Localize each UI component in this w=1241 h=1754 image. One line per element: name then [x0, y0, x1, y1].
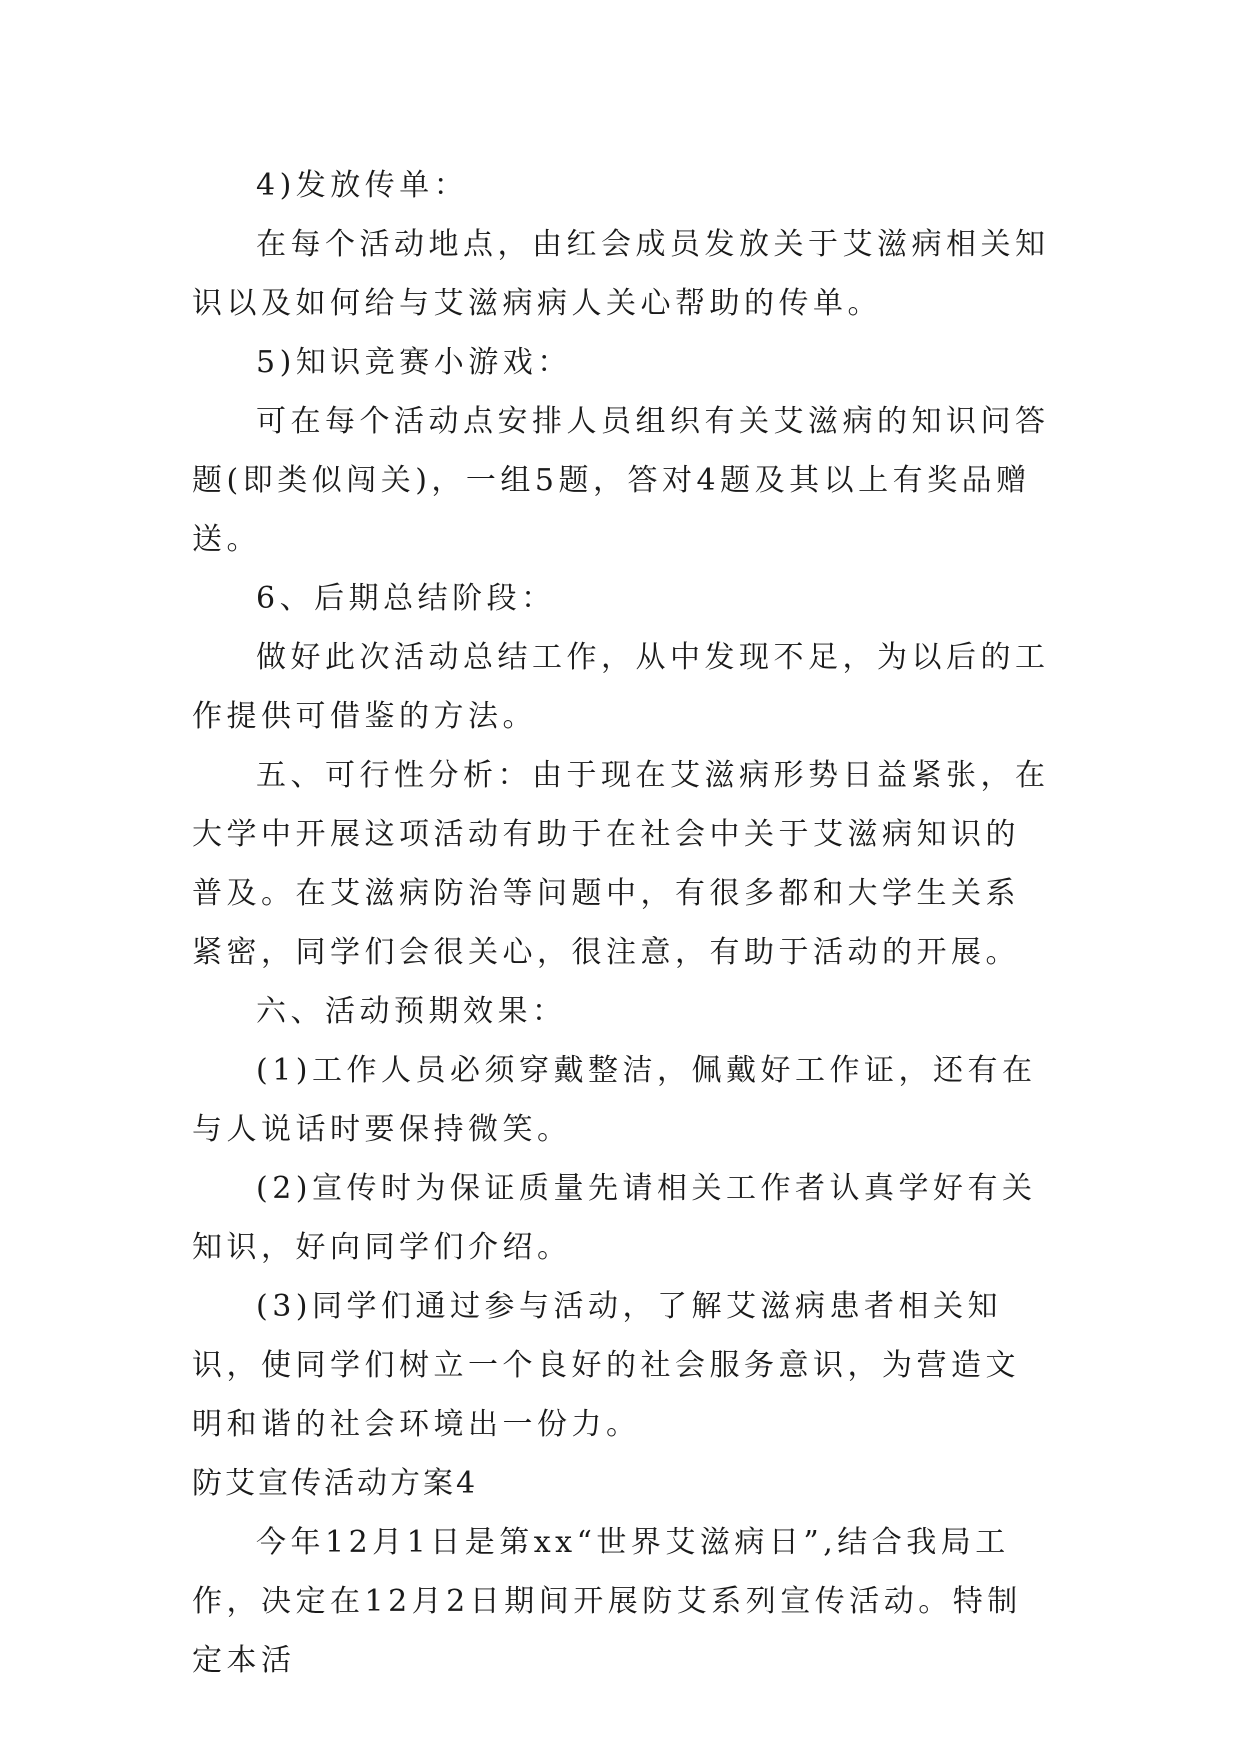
paragraph-quiz-game-heading: 5)知识竞赛小游戏： [256, 345, 572, 380]
paragraph-expected-effects-heading: 六、活动预期效果： [256, 994, 567, 1029]
paragraph-summary-stage-heading: 6、后期总结阶段： [256, 581, 556, 616]
paragraph-expected-effect-2: (2)宣传时为保证质量先请相关工作者认真学好有关知识，好向同学们介绍。 [192, 1171, 1037, 1265]
paragraph-distribute-flyers-heading: 4)发放传单： [256, 168, 469, 203]
paragraph-quiz-game: 可在每个活动点安排人员组织有关艾滋病的知识问答题(即类似闯关)，一组5题，答对4题及其以上有奖品赠送。 [192, 404, 1050, 557]
section-title-plan-4: 防艾宣传活动方案4 [192, 1466, 479, 1501]
paragraph-plan-4-intro: 今年12月1日是第xx“世界艾滋病日”,结合我局工作，决定在12月2日期间开展防艾系列宣传活动。特制定本活 [192, 1525, 1022, 1678]
paragraph-feasibility-analysis: 五、可行性分析：由于现在艾滋病形势日益紧张，在大学中开展这项活动有助于在社会中关于艾滋病知识的普及。在艾滋病防治等问题中，有很多都和大学生关系紧密，同学们会很关心，很注意，有助于活动的开展。 [192, 758, 1050, 970]
paragraph-distribute-flyers: 在每个活动地点，由红会成员发放关于艾滋病相关知识以及如何给与艾滋病病人关心帮助的传单。 [192, 227, 1050, 321]
paragraph-expected-effect-1: (1)工作人员必须穿戴整洁，佩戴好工作证，还有在与人说话时要保持微笑。 [192, 1053, 1037, 1147]
paragraph-expected-effect-3: (3)同学们通过参与活动，了解艾滋病患者相关知识，使同学们树立一个良好的社会服务意识，为营造文明和谐的社会环境出一份力。 [192, 1289, 1020, 1442]
paragraph-summary-stage: 做好此次活动总结工作，从中发现不足，为以后的工作提供可借鉴的方法。 [192, 640, 1050, 734]
document-body [192, 156, 1052, 1690]
